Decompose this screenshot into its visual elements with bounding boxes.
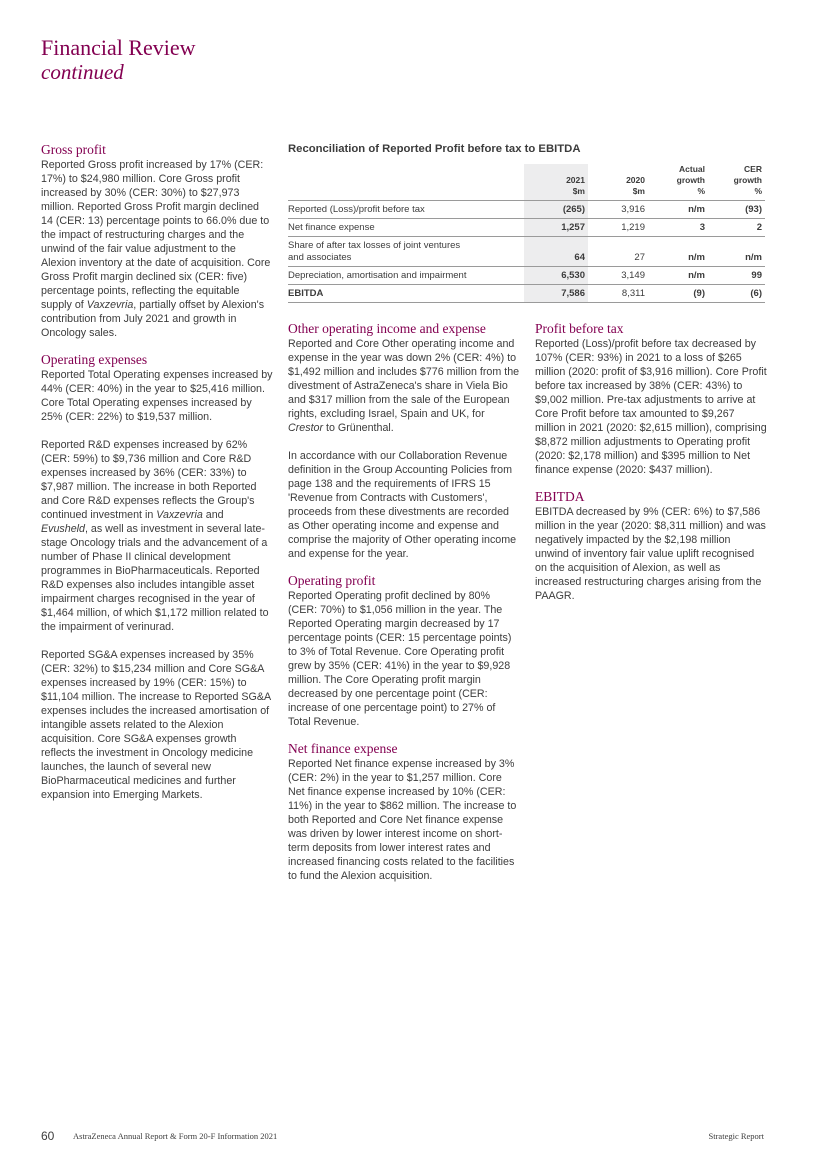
column-middle <box>288 321 520 883</box>
ebitda-heading: EBITDA <box>535 489 585 504</box>
operating-expenses-paragraph-3: Reported SG&A expenses increased by 35% (CER: 32%) to $15,234 million and Core SG&A expenses increased by 19% (CER: 15%) to $11,104 million. The increase to Reported SG&A expenses includes the increased amortisation of intangible assets related to the Alexion acquisition. Core SG&A expenses growth reflects the investment in Oncology medicine launches, the launch of several new BioPharmaceutical medicines and further expansion into Emerging Markets. <box>41 649 271 801</box>
ebitda-paragraph: EBITDA decreased by 9% (CER: 6%) to $7,586 million in the year (2020: $8,311 million) and was negatively impacted by the $2,198 million unwind of inventory fair value uplift recognised on the acquisition of Alexion, as well as increased restructuring charges arising from the PAAGR. <box>535 506 766 602</box>
table-header-2020: 2020 $m <box>626 175 645 196</box>
gross-profit-heading: Gross profit <box>41 142 106 157</box>
column-right <box>535 321 767 603</box>
page-number: 60 <box>41 1129 55 1143</box>
reconciliation-title: Reconciliation of Reported Profit before tax to EBITDA <box>288 143 581 155</box>
table-row-total: EBITDA 7,586 8,311 (9) (6) <box>288 285 765 303</box>
profit-before-tax-heading: Profit before tax <box>535 321 624 336</box>
net-finance-heading: Net finance expense <box>288 741 398 756</box>
table-header-2021: 2021 $m <box>524 164 588 201</box>
page-subtitle: continued <box>41 60 124 84</box>
table-row: Reported (Loss)/profit before tax (265) 3,916 n/m (93) <box>288 201 765 219</box>
net-finance-paragraph: Reported Net finance expense increased by 3% (CER: 2%) in the year to $1,257 million. Core Net finance expense increased by 10% (CER: 11%) in the year to $862 million. The increase to both Reported and Core Net finance expense was driven by lower interest income on short-term deposits from lower interest rates and increased financing costs related to the facilities to fund the Alexion acquisition. <box>288 758 517 882</box>
column-left <box>41 142 273 802</box>
gross-profit-paragraph: Reported Gross profit increased by 17% (CER: 17%) to $24,980 million. Core Gross profit increased by 30% (CER: 30%) to $27,973 million. Reported Gross Profit margin declined 14 (CER: 13) percentage points to 66.0% due to the impact of restructuring charges and the unwind of the fair value adjustment to the Alexion inventory at the date of acquisition. Core Gross Profit margin declined six (CER: five) percentage points, reflecting the equitable supply of Vaxzevria, partially offset by Alexion's contribution from July 2021 and growth in Oncology sales. <box>41 159 271 339</box>
table-header-label <box>288 164 524 201</box>
table-header-actual-growth: Actual growth % <box>676 164 705 196</box>
other-operating-heading: Other operating income and expense <box>288 321 486 336</box>
table-row: Depreciation, amortisation and impairment 6,530 3,149 n/m 99 <box>288 267 765 285</box>
other-operating-paragraph-2: In accordance with our Collaboration Revenue definition in the Group Accounting Policies from page 138 and the requirements of IFRS 15 'Revenue from Contracts with Customers', proceeds from these divestments are recorded as Other operating income and expense and comprise the majority of Other operating income and expense for the year. <box>288 450 517 560</box>
table-header-cer-growth: CER growth % <box>733 164 762 196</box>
reconciliation-table-block <box>288 142 765 303</box>
footer-section: Strategic Report <box>708 1131 764 1141</box>
footer-publication: AstraZeneca Annual Report & Form 20-F Information 2021 <box>73 1131 278 1141</box>
reconciliation-table <box>288 164 765 303</box>
operating-profit-heading: Operating profit <box>288 573 376 588</box>
operating-profit-paragraph: Reported Operating profit declined by 80% (CER: 70%) to $1,056 million in the year. The Reported Operating margin decreased by 17 percentage points (CER: 15 percentage points) to 3% of Total Revenue. Core Operating profit grew by 35% (CER: 41%) in the year to $9,928 million. The Core Operating profit margin decreased by one percentage point (CER: increase of one percentage point) to 27% of Total Revenue. <box>288 590 512 728</box>
page-title: Financial Review <box>41 35 196 60</box>
other-operating-paragraph-1: Reported and Core Other operating income and expense in the year was down 2% (CER: 4%) to $1,492 million and includes $776 million from the divestment of AstraZeneca's share in Viela Bio and $317 million from the sale of the European rights, excluding Israel, Spain and UK, for Crestor to Grünenthal. <box>288 338 520 434</box>
profit-before-tax-paragraph: Reported (Loss)/profit before tax decreased by 107% (CER: 93%) in 2021 to a loss of $265 million (2020: profit of $3,916 million). Core Profit before tax increased by 38% (CER: 43%) to $9,002 million. Pre-tax adjustments to arrive at Core Profit before tax amounted to $9,267 million in 2021 (2020: $2,615 million), comprising $8,872 million adjustments to Operating profit (2020: $2,178 million) and $395 million to Net finance expense (2020: $437 million). <box>535 338 767 476</box>
table-row: Net finance expense 1,257 1,219 3 2 <box>288 219 765 237</box>
operating-expenses-heading: Operating expenses <box>41 352 148 367</box>
operating-expenses-paragraph-1: Reported Total Operating expenses increased by 44% (CER: 40%) in the year to $25,416 million. Core Total Operating expenses increased by 25% (CER: 22%) to $19,537 million. <box>41 369 273 423</box>
operating-expenses-paragraph-2: Reported R&D expenses increased by 62% (CER: 59%) to $9,736 million and Core R&D expenses increased by 36% (CER: 33%) to $7,987 million. The increase in both Reported and Core R&D expenses reflects the Group's continued investment in Vaxzevria and Evusheld, as well as investment in several late-stage Oncology trials and the advancement of a number of Phase II clinical development programmes in BioPharmaceuticals. Reported R&D expenses also includes intangible asset impairment charges recognised in the year of $1,464 million, of which $1,172 million related to the impairment of verinurad. <box>41 439 269 633</box>
table-row: Share of after tax losses of joint ventures and associates 64 27 n/m n/m <box>288 237 765 267</box>
